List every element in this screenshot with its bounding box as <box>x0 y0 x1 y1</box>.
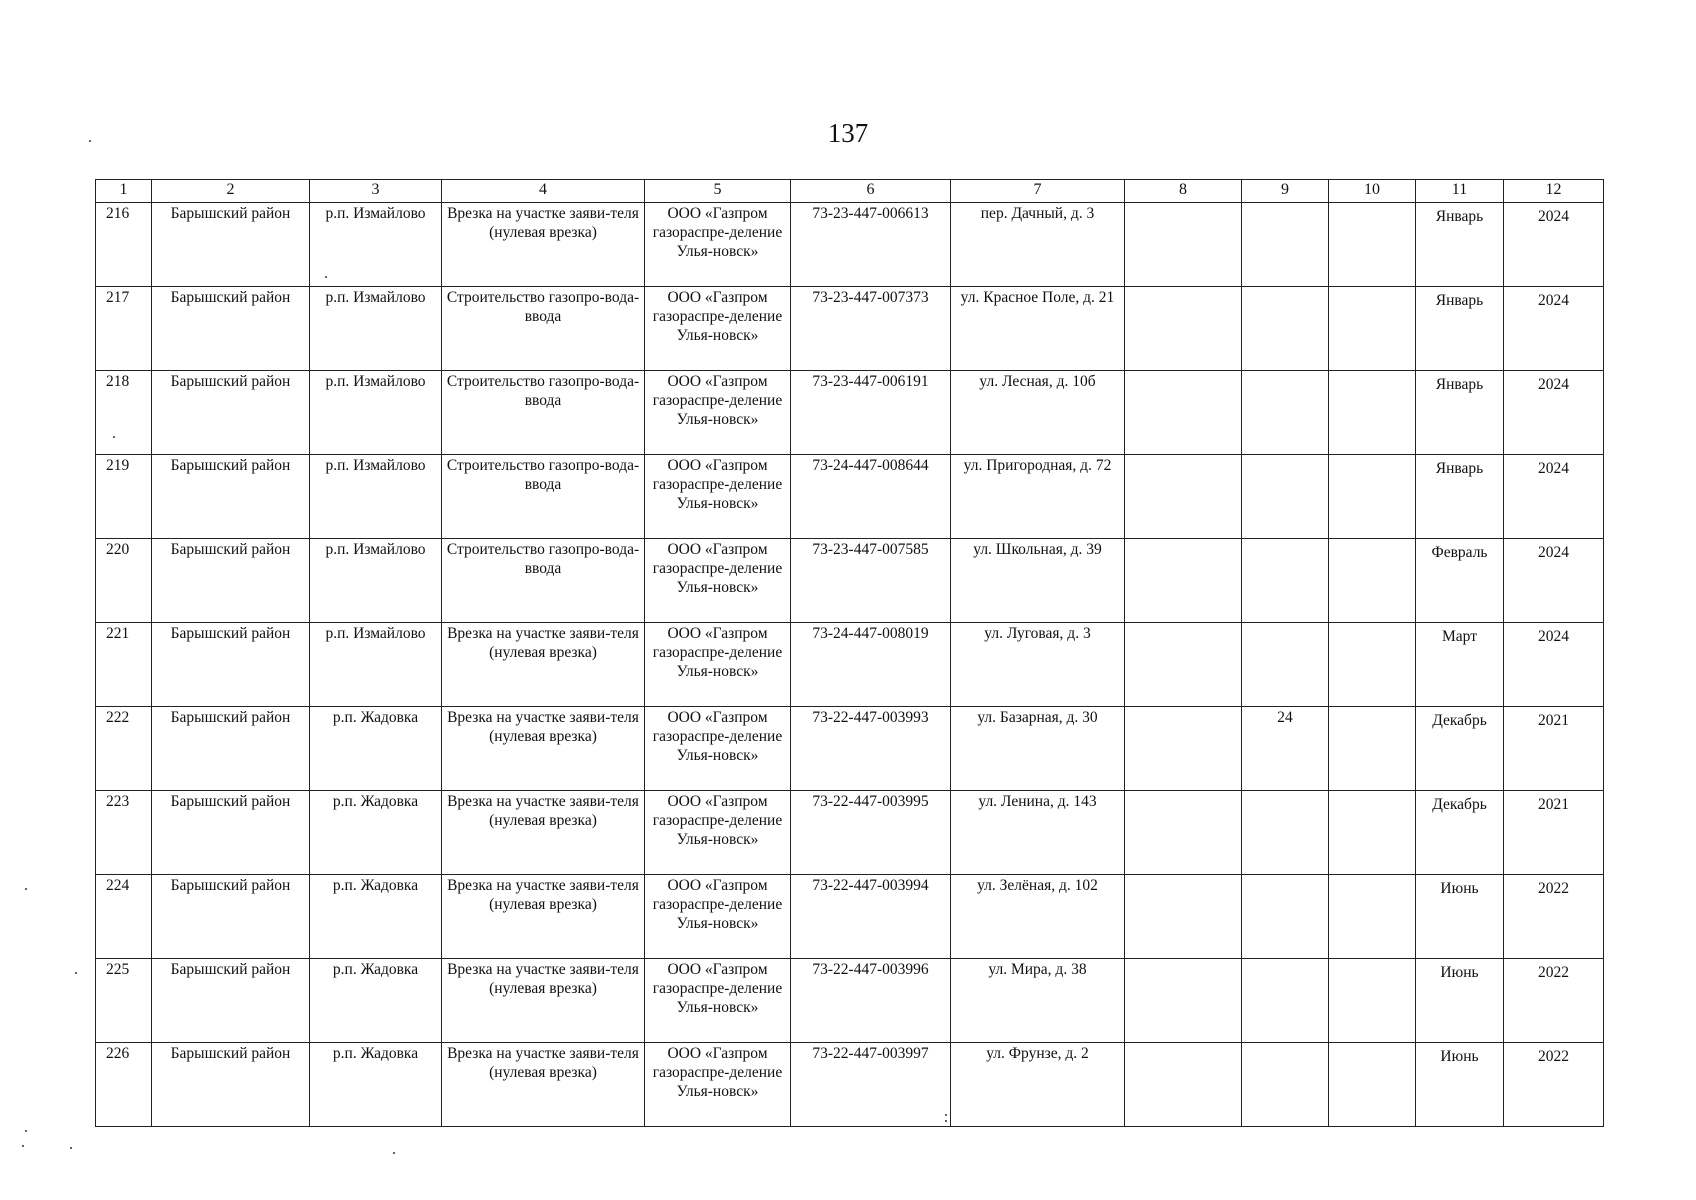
cell-month: Март <box>1416 623 1504 707</box>
cell-object-id: 73-22-447-003993 <box>791 707 951 791</box>
scan-speck <box>75 972 77 974</box>
cell-year: 2022 <box>1504 875 1604 959</box>
cell-object-id: 73-23-447-007373 <box>791 287 951 371</box>
cell-district: Барышский район <box>152 203 310 287</box>
cell-organization: ООО «Газпром газораспре-деление Улья-новск» <box>645 791 791 875</box>
scan-speck <box>25 888 27 890</box>
cell-object-id: 73-24-447-008019 <box>791 623 951 707</box>
cell-row-number: 226 <box>96 1043 152 1127</box>
cell-district: Барышский район <box>152 455 310 539</box>
cell-address: ул. Мира, д. 38 <box>951 959 1125 1043</box>
column-header-6: 6 <box>791 180 951 203</box>
cell-month: Декабрь <box>1416 707 1504 791</box>
cell-object-id: 73-24-447-008644 <box>791 455 951 539</box>
table-body <box>96 203 1604 1127</box>
cell-work-type: Врезка на участке заяви-теля (нулевая врезка) <box>442 707 645 791</box>
cell-col-8 <box>1125 203 1242 287</box>
cell-col-8 <box>1125 959 1242 1043</box>
cell-col-10 <box>1329 875 1416 959</box>
cell-col-8 <box>1125 791 1242 875</box>
scan-speck <box>945 1120 947 1122</box>
cell-col-10 <box>1329 791 1416 875</box>
cell-col-10 <box>1329 203 1416 287</box>
cell-organization: ООО «Газпром газораспре-деление Улья-новск» <box>645 371 791 455</box>
column-header-3: 3 <box>310 180 442 203</box>
cell-col-8 <box>1125 875 1242 959</box>
column-header-1: 1 <box>96 180 152 203</box>
cell-work-type: Строительство газопро-вода-ввода <box>442 371 645 455</box>
cell-col-9 <box>1242 539 1329 623</box>
cell-col-10 <box>1329 1043 1416 1127</box>
cell-work-type: Строительство газопро-вода-ввода <box>442 539 645 623</box>
scan-speck <box>945 1114 947 1116</box>
column-header-8: 8 <box>1125 180 1242 203</box>
cell-object-id: 73-23-447-006191 <box>791 371 951 455</box>
cell-settlement: р.п. Жадовка <box>310 875 442 959</box>
cell-district: Барышский район <box>152 1043 310 1127</box>
cell-col-9 <box>1242 875 1329 959</box>
cell-month: Январь <box>1416 203 1504 287</box>
table-row <box>96 455 1604 539</box>
table-row <box>96 875 1604 959</box>
table-row <box>96 371 1604 455</box>
table-row <box>96 959 1604 1043</box>
cell-address: ул. Фрунзе, д. 2 <box>951 1043 1125 1127</box>
table-row <box>96 707 1604 791</box>
cell-address: ул. Красное Поле, д. 21 <box>951 287 1125 371</box>
cell-work-type: Строительство газопро-вода-ввода <box>442 287 645 371</box>
cell-district: Барышский район <box>152 623 310 707</box>
cell-district: Барышский район <box>152 287 310 371</box>
cell-object-id: 73-22-447-003996 <box>791 959 951 1043</box>
document-table-wrapper <box>95 179 1603 1127</box>
cell-district: Барышский район <box>152 959 310 1043</box>
cell-object-id: 73-22-447-003994 <box>791 875 951 959</box>
cell-organization: ООО «Газпром газораспре-деление Улья-новск» <box>645 203 791 287</box>
cell-month: Февраль <box>1416 539 1504 623</box>
cell-settlement: р.п. Измайлово <box>310 455 442 539</box>
column-header-2: 2 <box>152 180 310 203</box>
cell-row-number: 224 <box>96 875 152 959</box>
cell-settlement: р.п. Жадовка <box>310 791 442 875</box>
cell-col-9 <box>1242 455 1329 539</box>
cell-row-number: 220 <box>96 539 152 623</box>
cell-organization: ООО «Газпром газораспре-деление Улья-новск» <box>645 287 791 371</box>
cell-col-10 <box>1329 287 1416 371</box>
cell-month: Январь <box>1416 287 1504 371</box>
cell-month: Декабрь <box>1416 791 1504 875</box>
cell-organization: ООО «Газпром газораспре-деление Улья-новск» <box>645 539 791 623</box>
cell-col-9 <box>1242 1043 1329 1127</box>
cell-row-number: 223 <box>96 791 152 875</box>
cell-year: 2021 <box>1504 707 1604 791</box>
cell-settlement: р.п. Жадовка <box>310 707 442 791</box>
cell-year: 2021 <box>1504 791 1604 875</box>
cell-address: ул. Базарная, д. 30 <box>951 707 1125 791</box>
cell-settlement: р.п. Жадовка <box>310 959 442 1043</box>
cell-col-8 <box>1125 287 1242 371</box>
cell-col-9: 24 <box>1242 707 1329 791</box>
scan-speck <box>25 1130 27 1132</box>
column-header-12: 12 <box>1504 180 1604 203</box>
cell-district: Барышский район <box>152 791 310 875</box>
table-row <box>96 791 1604 875</box>
cell-col-10 <box>1329 959 1416 1043</box>
cell-col-9 <box>1242 959 1329 1043</box>
cell-organization: ООО «Газпром газораспре-деление Улья-новск» <box>645 875 791 959</box>
cell-col-8 <box>1125 371 1242 455</box>
cell-row-number: 219 <box>96 455 152 539</box>
cell-col-10 <box>1329 539 1416 623</box>
cell-col-10 <box>1329 455 1416 539</box>
cell-month: Июнь <box>1416 959 1504 1043</box>
cell-month: Январь <box>1416 455 1504 539</box>
table-header <box>96 180 1604 203</box>
cell-col-9 <box>1242 287 1329 371</box>
page-number: 137 <box>827 118 869 148</box>
cell-district: Барышский район <box>152 371 310 455</box>
table-row <box>96 1043 1604 1127</box>
cell-address: ул. Луговая, д. 3 <box>951 623 1125 707</box>
scan-speck <box>113 436 115 438</box>
cell-work-type: Врезка на участке заяви-теля (нулевая врезка) <box>442 791 645 875</box>
cell-col-9 <box>1242 203 1329 287</box>
cell-row-number: 225 <box>96 959 152 1043</box>
cell-month: Июнь <box>1416 875 1504 959</box>
header-row <box>96 180 1604 203</box>
gas-connection-table <box>95 179 1604 1127</box>
cell-address: пер. Дачный, д. 3 <box>951 203 1125 287</box>
cell-work-type: Строительство газопро-вода-ввода <box>442 455 645 539</box>
cell-organization: ООО «Газпром газораспре-деление Улья-новск» <box>645 623 791 707</box>
cell-address: ул. Лесная, д. 10б <box>951 371 1125 455</box>
cell-col-10 <box>1329 371 1416 455</box>
column-header-10: 10 <box>1329 180 1416 203</box>
cell-row-number: 217 <box>96 287 152 371</box>
table-row <box>96 203 1604 287</box>
cell-district: Барышский район <box>152 707 310 791</box>
cell-address: ул. Ленина, д. 143 <box>951 791 1125 875</box>
scan-speck <box>22 1145 24 1147</box>
cell-work-type: Врезка на участке заяви-теля (нулевая врезка) <box>442 623 645 707</box>
cell-organization: ООО «Газпром газораспре-деление Улья-новск» <box>645 959 791 1043</box>
cell-organization: ООО «Газпром газораспре-деление Улья-новск» <box>645 707 791 791</box>
cell-settlement: р.п. Измайлово <box>310 371 442 455</box>
column-header-9: 9 <box>1242 180 1329 203</box>
cell-row-number: 218 <box>96 371 152 455</box>
cell-col-10 <box>1329 707 1416 791</box>
cell-address: ул. Пригородная, д. 72 <box>951 455 1125 539</box>
scan-speck <box>89 140 91 142</box>
cell-year: 2022 <box>1504 1043 1604 1127</box>
cell-settlement: р.п. Измайлово <box>310 623 442 707</box>
cell-col-8 <box>1125 539 1242 623</box>
cell-address: ул. Школьная, д. 39 <box>951 539 1125 623</box>
cell-organization: ООО «Газпром газораспре-деление Улья-новск» <box>645 1043 791 1127</box>
cell-row-number: 222 <box>96 707 152 791</box>
cell-year: 2024 <box>1504 371 1604 455</box>
table-row <box>96 287 1604 371</box>
cell-district: Барышский район <box>152 539 310 623</box>
column-header-7: 7 <box>951 180 1125 203</box>
cell-work-type: Врезка на участке заяви-теля (нулевая врезка) <box>442 203 645 287</box>
cell-col-9 <box>1242 371 1329 455</box>
cell-col-9 <box>1242 623 1329 707</box>
cell-col-8 <box>1125 455 1242 539</box>
column-header-5: 5 <box>645 180 791 203</box>
cell-col-10 <box>1329 623 1416 707</box>
cell-object-id: 73-23-447-006613 <box>791 203 951 287</box>
cell-work-type: Врезка на участке заяви-теля (нулевая врезка) <box>442 875 645 959</box>
cell-address: ул. Зелёная, д. 102 <box>951 875 1125 959</box>
cell-year: 2024 <box>1504 539 1604 623</box>
cell-col-8 <box>1125 707 1242 791</box>
cell-settlement: р.п. Измайлово <box>310 539 442 623</box>
cell-year: 2024 <box>1504 287 1604 371</box>
scan-speck <box>393 1152 395 1154</box>
cell-settlement: р.п. Измайлово <box>310 287 442 371</box>
cell-settlement: р.п. Измайлово <box>310 203 442 287</box>
cell-row-number: 221 <box>96 623 152 707</box>
column-header-11: 11 <box>1416 180 1504 203</box>
cell-col-9 <box>1242 791 1329 875</box>
cell-year: 2024 <box>1504 623 1604 707</box>
cell-col-8 <box>1125 623 1242 707</box>
cell-month: Январь <box>1416 371 1504 455</box>
cell-row-number: 216 <box>96 203 152 287</box>
column-header-4: 4 <box>442 180 645 203</box>
cell-object-id: 73-22-447-003997 <box>791 1043 951 1127</box>
cell-year: 2022 <box>1504 959 1604 1043</box>
cell-district: Барышский район <box>152 875 310 959</box>
cell-organization: ООО «Газпром газораспре-деление Улья-новск» <box>645 455 791 539</box>
cell-object-id: 73-22-447-003995 <box>791 791 951 875</box>
cell-object-id: 73-23-447-007585 <box>791 539 951 623</box>
cell-settlement: р.п. Жадовка <box>310 1043 442 1127</box>
cell-work-type: Врезка на участке заяви-теля (нулевая врезка) <box>442 959 645 1043</box>
table-row <box>96 539 1604 623</box>
cell-year: 2024 <box>1504 203 1604 287</box>
cell-work-type: Врезка на участке заяви-теля (нулевая врезка) <box>442 1043 645 1127</box>
table-row <box>96 623 1604 707</box>
cell-col-8 <box>1125 1043 1242 1127</box>
cell-year: 2024 <box>1504 455 1604 539</box>
cell-month: Июнь <box>1416 1043 1504 1127</box>
scan-speck <box>70 1147 72 1149</box>
scan-speck <box>325 276 327 278</box>
